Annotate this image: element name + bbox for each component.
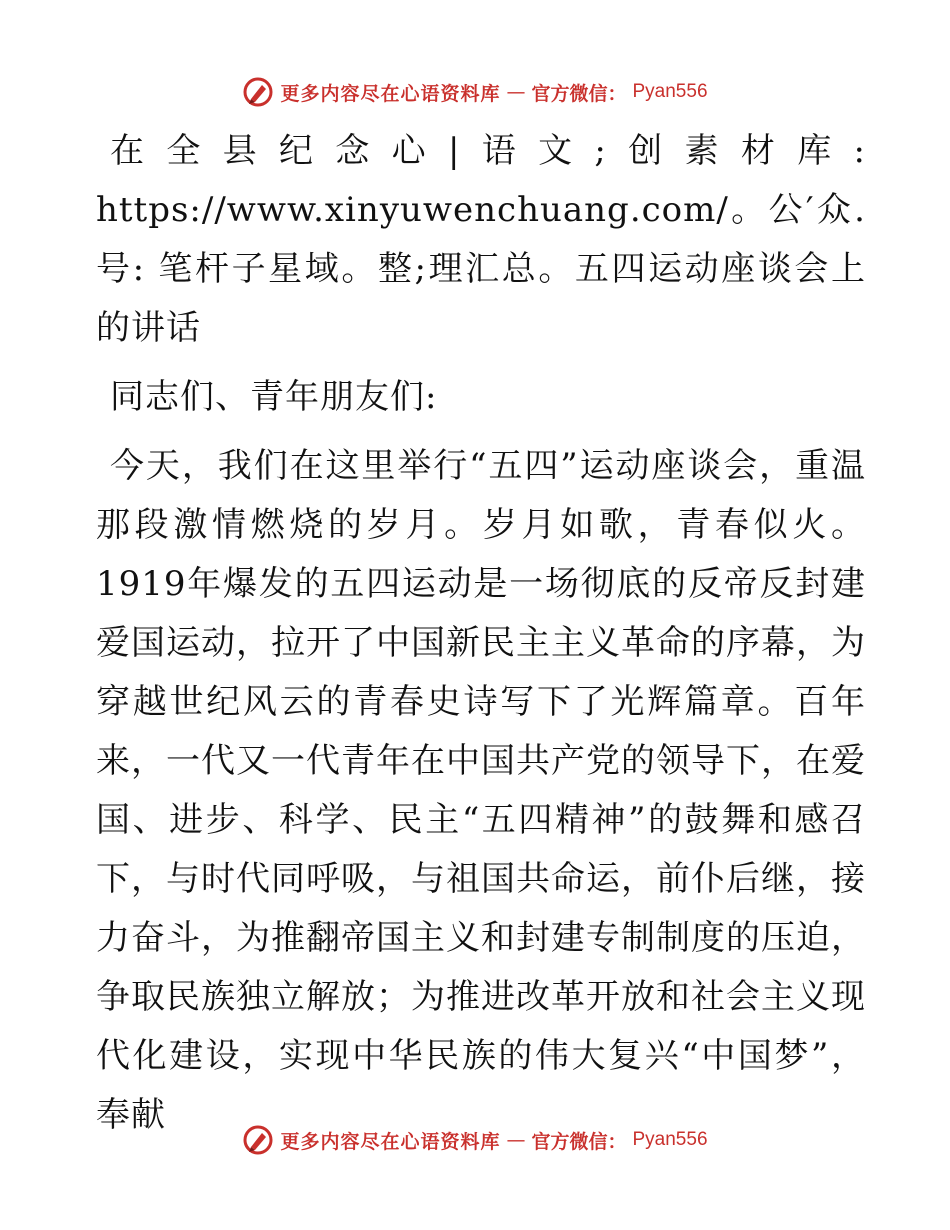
document-body: [96, 122, 866, 1155]
banner-wechat-id: Pyan556: [632, 81, 708, 102]
document-paragraph-body: 今天，我们在这里举行“五四”运动座谈会，重温那段激情燃烧的岁月。岁月如歌，青春似火。1919年爆发的五四运动是一场彻底的反帝反封建爱国运动，拉开了中国新民主主义革命的序幕，为穿越世纪风云的青春史诗写下了光辉篇章。百年来，一代又一代青年在中国共产党的领导下，在爱国、进步、科学、民主“五四精神”的鼓舞和感召下，与时代同呼吸，与祖国共命运，前仆后继，接力奋斗，为推翻帝国主义和封建专制制度的压迫，争取民族独立解放；为推进改革开放和社会主义现代化建设，实现中华民族的伟大复兴“中国梦”，奉献: [96, 446, 866, 1135]
banner-main-text: 更多内容尽在心语资料库: [280, 1130, 501, 1153]
document-paragraph-title: 在全县纪念心|语文;创素材库: https://www.xinyuwenchuang.com/。公′众.号: 笔杆子星域。整;理汇总。五四运动座谈会上的讲话: [96, 131, 866, 348]
document-paragraph-greeting: 同志们、青年朋友们:: [110, 377, 438, 417]
banner-wechat-label: 官方微信：: [531, 82, 627, 105]
pen-nib-logo-icon: [242, 76, 274, 108]
banner-main-text: 更多内容尽在心语资料库: [280, 82, 501, 105]
pen-nib-logo-icon: [242, 1124, 274, 1156]
banner-wechat-label: 官方微信：: [531, 1130, 627, 1153]
banner-wechat-id: Pyan556: [632, 1129, 708, 1150]
banner-separator: —: [506, 1129, 526, 1151]
header-banner: [0, 72, 950, 112]
footer-banner: [0, 1120, 950, 1160]
banner-separator: —: [506, 81, 526, 103]
